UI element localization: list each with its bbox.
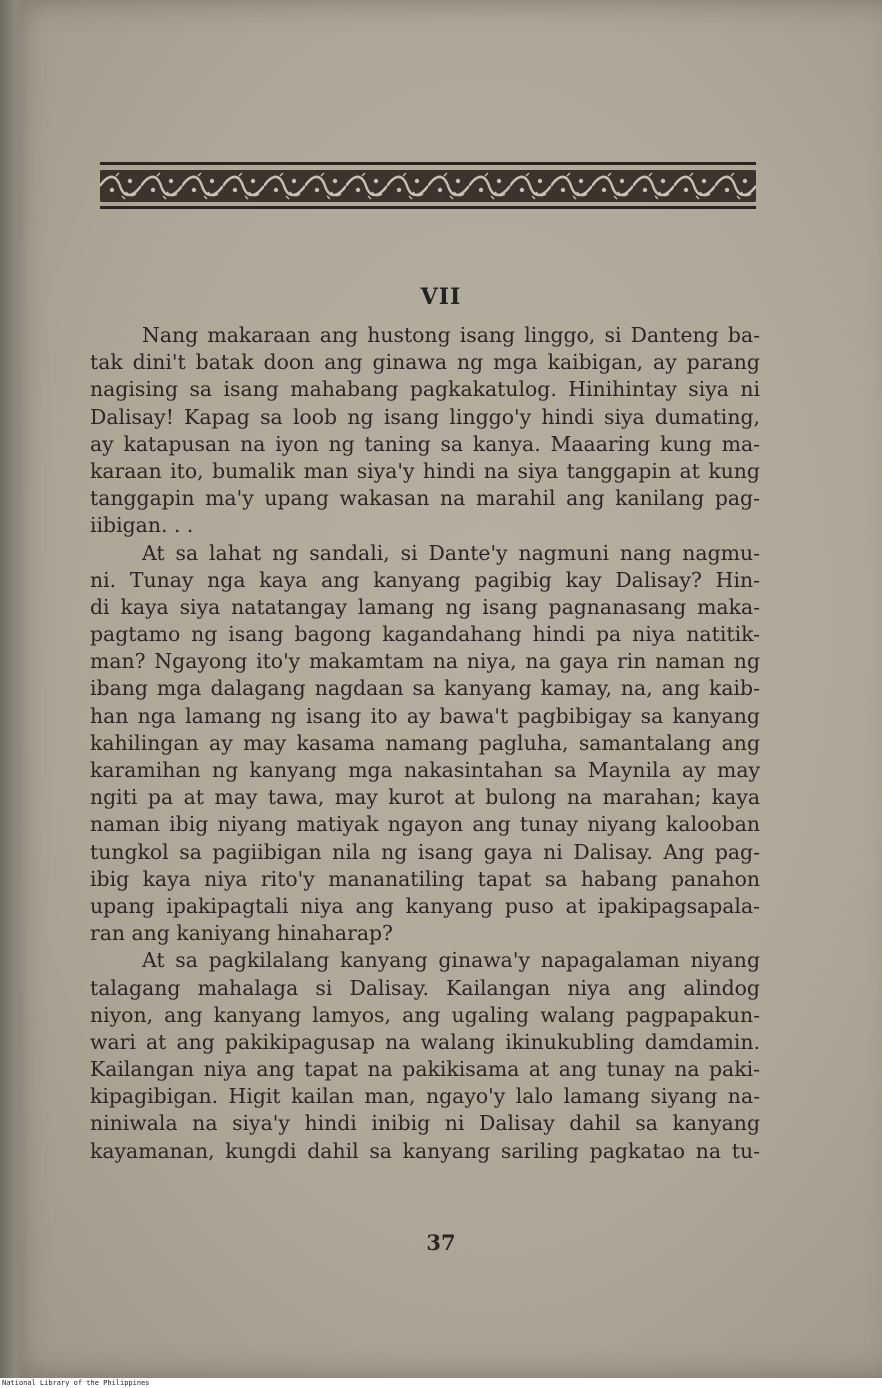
text-line: At sa pagkilalang kanyang ginawa'y napagalaman niyang: [142, 948, 760, 973]
text-line: karaan ito, bumalik man siya'y hindi na siya tanggapin at kung: [90, 458, 760, 483]
text-line: niyon, ang kanyang lamyos, ang ugaling walang pagpapakun-: [90, 1002, 760, 1027]
page-gutter: [0, 0, 26, 1378]
page-number: 37: [426, 1230, 456, 1255]
text-line: kahilingan ay may kasama namang pagluha, samantalang ang: [90, 730, 760, 755]
text-line: tungkol sa pagiibigan nila ng isang gaya ni Dalisay. Ang pag-: [90, 839, 760, 864]
text-line: kipagibigan. Higit kailan man, ngayo'y lalo lamang siyang na-: [90, 1084, 760, 1109]
text-line: Nang makaraan ang hustong isang linggo, si Danteng ba-: [142, 323, 760, 347]
ornamental-header-band: [100, 170, 756, 202]
text-line: nagising sa isang mahabang pagkakatulog. Hinihintay siya ni: [90, 377, 760, 402]
text-line: tak dini't batak doon ang ginawa ng mga kaibigan, ay parang: [90, 350, 760, 375]
header-rule-bottom: [100, 206, 756, 209]
text-line: Dalisay! Kapag sa loob ng isang linggo'y hindi siya dumating,: [90, 404, 760, 429]
text-line: talagang mahalaga si Dalisay. Kailangan niya ang alindog: [90, 975, 760, 1000]
text-line: ay katapusan na iyon ng taning sa kanya. Maaaring kung ma-: [90, 431, 760, 456]
library-credit: National Library of the Philippines: [2, 1379, 150, 1387]
text-line: man? Ngayong ito'y makamtam na niya, na gaya rin naman ng: [90, 649, 760, 674]
header-rule-top: [100, 162, 756, 165]
text-line: tanggapin ma'y upang wakasan na marahil ang kanilang pag-: [90, 486, 760, 511]
text-line: Kailangan niya ang tapat na pakikisama at ang tunay na paki-: [90, 1057, 760, 1082]
text-line: iibigan. . .: [90, 513, 194, 538]
text-line: ngiti pa at may tawa, may kurot at bulong na marahan; kaya: [90, 785, 760, 810]
text-line: naman ibig niyang matiyak ngayon ang tunay niyang kalooban: [90, 812, 760, 837]
text-line: han nga lamang ng isang ito ay bawa't pagbibigay sa kanyang: [90, 703, 760, 728]
text-line: ran ang kaniyang hinaharap?: [90, 921, 393, 946]
text-line: di kaya siya natatangay lamang ng isang pagnanasang maka-: [90, 594, 760, 619]
body-text: [90, 322, 760, 1165]
text-line: wari at ang pakikipagusap na walang ikinukubling damdamin.: [90, 1029, 760, 1054]
text-line: karamihan ng kanyang mga nakasintahan sa Maynila ay may: [90, 758, 760, 782]
text-line: ibig kaya niya rito'y mananatiling tapat sa habang panahon: [90, 866, 760, 891]
text-line: upang ipakipagtali niya ang kanyang puso at ipakipagsapala-: [90, 893, 760, 918]
text-line: At sa lahat ng sandali, si Dante'y nagmuni nang nagmu-: [142, 540, 760, 565]
text-line: ibang mga dalagang nagdaan sa kanyang kamay, na, ang kaib-: [90, 676, 760, 701]
chapter-heading: VII: [420, 284, 462, 310]
text-line: niniwala na siya'y hindi inibig ni Dalisay dahil sa kanyang: [90, 1111, 760, 1136]
text-line: kayamanan, kungdi dahil sa kanyang sariling pagkatao na tu-: [90, 1138, 760, 1163]
text-line: pagtamo ng isang bagong kagandahang hindi pa niya natitik-: [90, 622, 760, 647]
text-line: ni. Tunay nga kaya ang kanyang pagibig kay Dalisay? Hin-: [90, 567, 760, 592]
